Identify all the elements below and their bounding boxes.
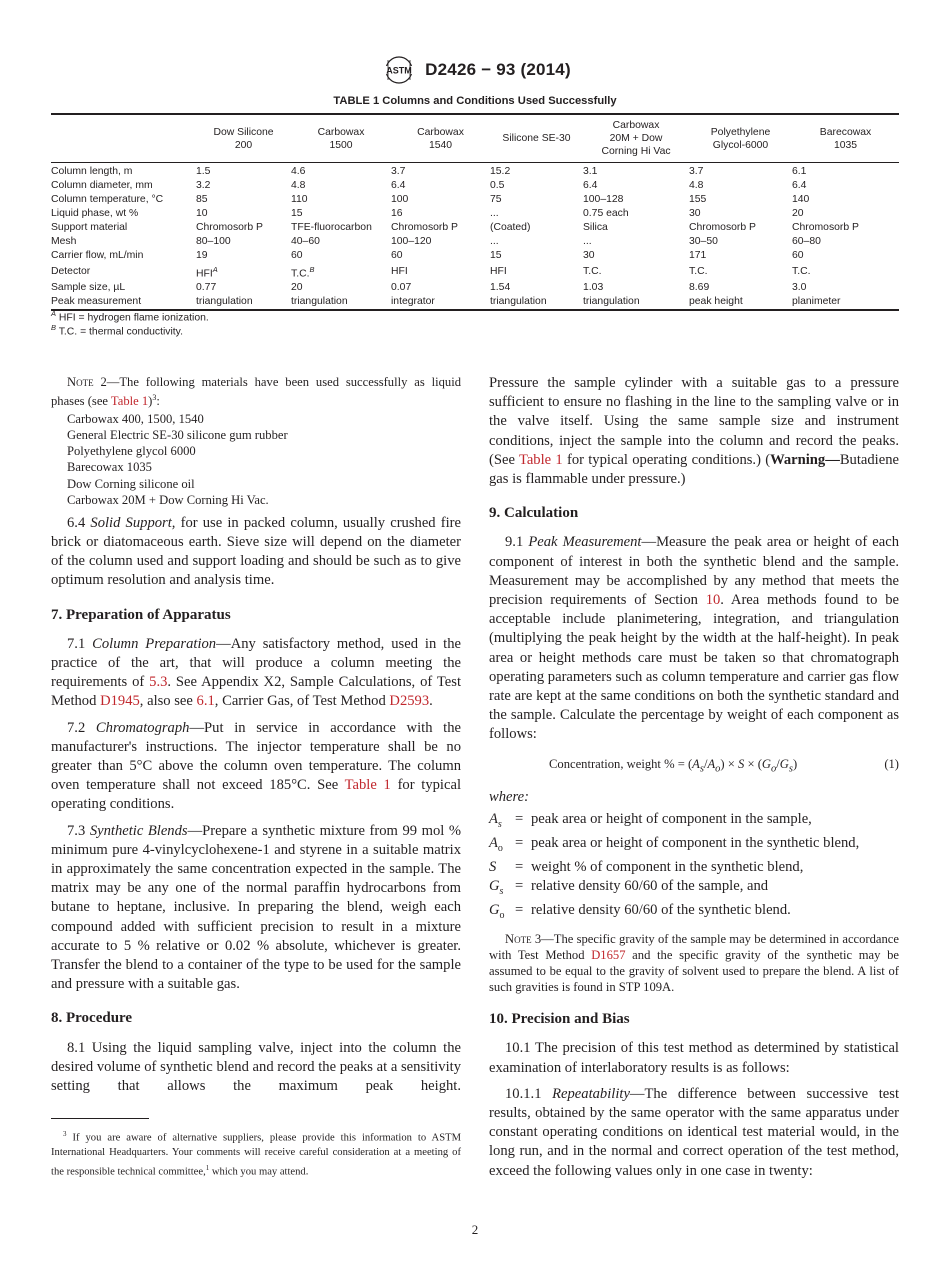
table-cell: 30 [689, 208, 701, 219]
table-cell: planimeter [792, 296, 841, 308]
table-cell: 1.03 [583, 282, 604, 294]
section-10-1: 10.1 The precision of this test method as determined by statistical examination of interlaboratory results is as follows: [489, 1040, 899, 1076]
table-footnote-b: $^B$ T.C. = thermal conductivity. [51, 323, 183, 338]
section-7-1: 7.1 Column Preparation—Any satisfactory method, used in the practice of the art, that will produce a column meeting the requirements of 5.3. See Appendix X2, Sample Calculations, of Test Method D1945, also see 6.1, Carrier Gas, of Test Method D2593. [51, 635, 462, 710]
table-footnote-a: $^A$ HFI = hydrogen flame ionization. [51, 309, 209, 324]
table-cell: 0.75 each [583, 208, 629, 219]
section-9-1: 9.1 Peak Measurement—Measure the peak area or height of each component of interest in both the synthetic blend and the sample. Measurement may be accomplished by any method that meets the precision requirements of Section 10. Area methods found to be acceptable include planimetering, integration, and triangulation (multiplying the peak height by the width at the half-height). In peak area or height methods care must be taken so that chromatograph operating parameters such as column temperature and carrier gas flow rate are kept at the same conditions on both the synthetic standard and the sample. Calculate the percentage by weight of each component as follows: [489, 534, 900, 743]
list-item: Polyethylene glycol 6000 [67, 444, 196, 459]
table-cell: 20 [291, 282, 303, 294]
table-cell: 30–50 [689, 236, 718, 247]
table-cell: ... [490, 236, 499, 247]
row-label: Peak measurement [51, 296, 142, 308]
table-cell: 15 [490, 250, 502, 261]
column-header: Carbowax 1540 [417, 126, 464, 151]
table-cell: triangulation [583, 296, 640, 308]
table-cell: 19 [196, 250, 208, 261]
table-cell: 20 [792, 208, 804, 219]
row-label: Support material [51, 222, 128, 233]
table-row [51, 235, 899, 249]
table-header-row [51, 114, 899, 163]
row-label: Column temperature, °C [51, 194, 164, 205]
table-cell: 155 [689, 194, 707, 205]
table-row [51, 263, 899, 281]
table-cell: 100–128 [583, 194, 624, 205]
document-header [0, 55, 950, 85]
page-number: 2 [471, 1222, 479, 1237]
table-cell: Chromosorb P [391, 222, 458, 233]
heading-section-7: 7. Preparation of Apparatus [51, 606, 231, 623]
astm-logo-icon [379, 55, 419, 85]
row-label: Sample size, µL [51, 282, 126, 294]
equation-expression: Concentration, weight % = $(A_s/A_o) \times S \times (G_o/G_s)$ [549, 756, 798, 775]
table-cell: integrator [391, 296, 435, 308]
variable-definitions: $A_s$ = peak area or height of component in the sample, $A_o$ = peak area or height of component in the synthetic blend, S = weight % of component in the synthetic blend, $G_s$ = relative density 60/60 of the sample, and $G_o$ = relative density 60/60 of the synthetic blend. [489, 810, 899, 926]
link-section-10[interactable]: 10 [705, 592, 721, 609]
left-column [51, 374, 461, 1180]
table-cell: Silica [583, 222, 608, 233]
column-header: Barecowax 1035 [819, 126, 872, 151]
table-cell: triangulation [291, 296, 348, 308]
table-cell: (Coated) [490, 222, 531, 233]
row-label: Carrier flow, mL/min [51, 250, 144, 261]
table-cell: 15 [291, 208, 303, 219]
right-column [489, 374, 899, 1188]
heading-section-9: 9. Calculation [489, 505, 579, 522]
link-6-1[interactable]: 6.1 [196, 693, 215, 710]
table-cell: 6.4 [583, 180, 598, 191]
table-cell: 85 [196, 194, 208, 205]
table-cell: ... [583, 236, 592, 247]
table-cell: 80–100 [196, 236, 231, 247]
table-caption: TABLE 1 Columns and Conditions Used Successfully [333, 95, 617, 107]
table-cell: 3.1 [583, 166, 598, 177]
table-cell: 0.07 [391, 282, 412, 294]
link-table-1[interactable]: Table 1 [518, 451, 563, 468]
link-table-1[interactable]: Table 1 [110, 394, 149, 409]
table-cell: 40–60 [291, 236, 320, 247]
table-cell: 1.54 [490, 282, 511, 294]
table-cell: 1.5 [196, 166, 211, 177]
table-cell: 60 [792, 250, 804, 261]
list-item: General Electric SE-30 silicone gum rubber [67, 428, 288, 443]
section-6-4: 6.4 Solid Support, for use in packed column, usually crushed fire brick or diatomaceous earth. Sieve size will depend on the diameter of the column used and support loading and should be such as to give optimum resolution and analysis time. [51, 514, 462, 589]
table-row [51, 163, 899, 180]
symbol: $A_s$ [489, 810, 502, 830]
header-blank [51, 114, 196, 163]
table-cell: 100–120 [391, 236, 432, 247]
symbol: S [489, 858, 497, 875]
equation-number: (1) [884, 756, 899, 771]
note-2: Note 2—The following materials have been used successfully as liquid phases (see Table 1)$^3$: [51, 375, 461, 409]
section-7-3: 7.3 Synthetic Blends—Prepare a synthetic mixture from 99 mol % minimum pure 4-vinylcyclohexene-1 and styrene in a suitable matrix in approximately the same concentration expected in the sample. The matrix may be any one of the normal paraffin hydrocarbons from butane to heptane, inclusive. In preparing the blend, weigh each compound added with sufficient precision to result in a mixture accurate to 5 % relative or 0.02 % absolute, whichever is greater. Transfer the blend to a container of the type to be used for the sample and pressure with a suitable gas. [51, 822, 462, 993]
table-cell: 0.77 [196, 282, 217, 294]
table-cell: 4.6 [291, 166, 306, 177]
section-8-1: 8.1 Using the liquid sampling valve, inject into the column the desired volume of synthetic blend and record the peaks at a sensitivity setting that allows the maximum peak height. [51, 1039, 461, 1095]
table-cell: 100 [391, 194, 409, 205]
table-cell: 3.2 [196, 180, 211, 191]
table-row [51, 207, 899, 221]
table-cell: triangulation [490, 296, 547, 308]
link-table-1[interactable]: Table 1 [344, 777, 391, 794]
table-cell: peak height [689, 296, 743, 308]
table-cell: 4.8 [291, 180, 306, 191]
table-row [51, 281, 899, 295]
row-label: Column diameter, mm [51, 180, 153, 191]
table-cell: T.C. [583, 266, 602, 278]
note-2-list [51, 411, 461, 508]
table-cell: TFE-fluorocarbon [291, 222, 372, 233]
table-cell: 60–80 [792, 236, 821, 247]
table-1 [51, 113, 899, 311]
list-item: Dow Corning silicone oil [67, 476, 195, 491]
table-row [51, 193, 899, 207]
symbol: $G_o$ [489, 902, 505, 922]
row-label: Liquid phase, wt % [51, 208, 139, 219]
table-cell: 0.5 [490, 180, 505, 191]
symbol: $A_o$ [489, 834, 503, 854]
symbol: $G_s$ [489, 878, 504, 897]
table-cell: 75 [490, 194, 502, 205]
section-10-1-1: 10.1.1 Repeatability—The difference between successive test results, obtained by the same operator with the same apparatus under constant operating conditions on identical test material would, in the long run, and in the normal and correct operation of the test method, exceed the following values only in one case in twenty: [489, 1085, 900, 1179]
footnote-3: $^3$ If you are aware of alternative suppliers, please provide this information to ASTM International Headquarters. Your comments will receive careful consideration at a meeting of the responsible technical committee,$^1$ which you may attend. [51, 1130, 461, 1178]
column-header: Polyethylene Glycol-6000 [710, 126, 771, 151]
table-cell: 60 [391, 250, 403, 261]
table-cell: 3.7 [689, 166, 704, 177]
column-header: Dow Silicone 200 [213, 126, 274, 151]
table-cell: 30 [583, 250, 595, 261]
document-title: D2426 − 93 (2014) [425, 60, 571, 79]
table-cell: 140 [792, 194, 810, 205]
table-cell: 4.8 [689, 180, 704, 191]
equation-1 [549, 755, 899, 779]
row-label: Detector [51, 266, 91, 278]
row-label: Column length, m [51, 166, 133, 177]
table-cell: 3.7 [391, 166, 406, 177]
table-cell: T.C.$^B$ [291, 265, 315, 280]
link-d1657[interactable]: D1657 [591, 948, 626, 963]
table-cell: 3.0 [792, 282, 807, 294]
list-item: Carbowax 400, 1500, 1540 [67, 412, 204, 427]
link-d1945[interactable]: D1945 [100, 693, 140, 710]
table-cell: Chromosorb P [792, 222, 859, 233]
table-cell: 15.2 [490, 166, 511, 177]
table-row [51, 249, 899, 263]
section-8-1-continued: Pressure the sample cylinder with a suitable gas to a pressure sufficient to ensure no flashing in the line to the sampling valve or in the valve itself. Using the same sample size and instrument conditions, inject the sample into the column and record the peaks. (See Table 1 for typical operating conditions.) (Warning—Butadiene gas is flammable under pressure.) [489, 375, 899, 488]
where-label: where: [489, 789, 529, 806]
list-item: Carbowax 20M + Dow Corning Hi Vac. [67, 492, 269, 507]
table-cell: 60 [291, 250, 303, 261]
link-5-3[interactable]: 5.3 [149, 674, 168, 691]
svg-text:ASTM: ASTM [386, 65, 412, 76]
heading-section-8: 8. Procedure [51, 1010, 133, 1027]
table-cell: ... [490, 208, 499, 219]
table-cell: Chromosorb P [196, 222, 263, 233]
note-3: Note 3—The specific gravity of the sample may be determined in accordance with Test Method D1657 and the specific gravity of the synthetic may be assumed to be equal to the gravity of solvent used to prepare the blend. A list of such gravities is found in STP 109A. [489, 932, 899, 995]
table-cell: 6.4 [792, 180, 807, 191]
table-cell: T.C. [689, 266, 708, 278]
table-body [51, 163, 899, 311]
table-cell: 10 [196, 208, 208, 219]
table-cell: 16 [391, 208, 403, 219]
footnote-divider [51, 1118, 149, 1119]
column-header: Silicone SE-30 [502, 133, 571, 144]
table-cell: 6.4 [391, 180, 406, 191]
table-cell: 6.1 [792, 166, 807, 177]
table-cell: HFI [490, 266, 507, 278]
table-cell: 110 [291, 194, 308, 205]
table-cell: 8.69 [689, 282, 710, 294]
table-cell: triangulation [196, 296, 253, 308]
table-cell: HFI [391, 266, 408, 278]
table-cell: Chromosorb P [689, 222, 756, 233]
column-header: Carbowax 1500 [317, 126, 365, 151]
link-d2593[interactable]: D2593 [389, 693, 430, 710]
table-row [51, 179, 899, 193]
table-cell: 171 [689, 250, 707, 261]
list-item: Barecowax 1035 [67, 460, 152, 475]
heading-section-10: 10. Precision and Bias [489, 1011, 630, 1028]
table-row [51, 221, 899, 235]
table-cell: T.C. [792, 266, 811, 278]
row-label: Mesh [51, 236, 77, 247]
section-7-2: 7.2 Chromatograph—Put in service in accordance with the manufacturer's instructions. The injector temperature shall be no greater than 5°C above the column oven temperature. The column oven temperature shall not exceed 185°C. See Table 1 for typical operating conditions. [51, 719, 462, 813]
table-cell: $HFI^A$ [196, 265, 218, 280]
column-header: Carbowax 20M + Dow Corning Hi Vac [601, 120, 671, 157]
